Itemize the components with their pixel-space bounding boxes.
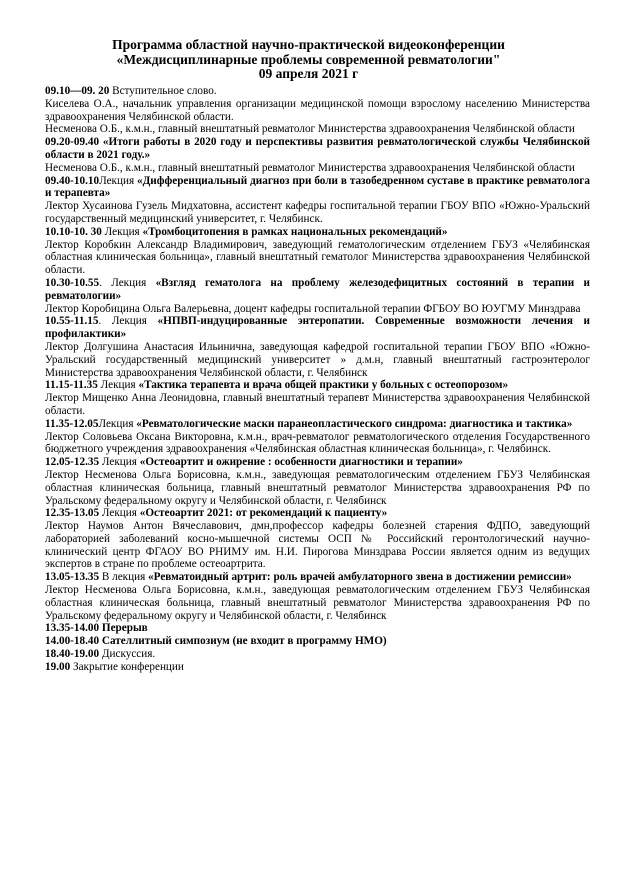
item-time: 09.40-10.10: [45, 174, 100, 187]
program-item: [45, 136, 590, 162]
program-item: [45, 277, 590, 303]
item-title: Дискуссия.: [99, 648, 156, 661]
item-prefix: Лекция: [97, 379, 139, 392]
item-title: Сателлитный симпозиум (не входит в программу НМО): [99, 635, 387, 648]
item-time: 11.15-11.35: [45, 379, 98, 392]
program-item: [45, 175, 590, 201]
item-title: Перерыв: [99, 622, 148, 635]
item-title: Закрытие конференции: [70, 660, 184, 673]
speaker-info: Лектор Мищенко Анна Леонидовна, главный внештатный терапевт Министерства здравоохранения Челябинской области.: [45, 392, 590, 417]
header-date: 09 апреля 2021 г: [258, 66, 359, 81]
item-time: 18.40-19.00: [45, 648, 100, 661]
program-item: [45, 226, 590, 239]
item-title: «НПВП-индуцированные энтеропатии. Современные возможности лечения и профилактики»: [45, 315, 590, 341]
program-item: [45, 418, 590, 431]
header-title-line1: Программа областной научно-практической видеоконференции: [112, 37, 505, 52]
speaker-info: Лектор Хусаинова Гузель Мидхатовна, ассистент кафедры госпитальной терапии ГБОУ ВПО «Южно-Уральский государственный медицинский университет, г. Челябинск.: [45, 200, 590, 225]
speaker-info: Лектор Несменова Ольга Борисовна, к.м.н., заведующая ревматологическим отделением ГБУЗ Челябинская областная клиническая больница, главный внештатный ревматолог Министерства здравоохранения РФ по Уральскому федеральному округу и Челябинской области, г. Челябинск: [45, 468, 590, 507]
item-prefix: . Лекция: [98, 315, 158, 328]
speaker-info: Несменова О.Б., к.м.н., главный внештатный ревматолог Министерства здравоохранения Челябинской области: [45, 161, 575, 174]
item-time: 13.05-13.35: [45, 571, 100, 584]
program-item: [45, 648, 590, 661]
speaker-info: Лектор Соловьева Оксана Викторовна, к.м.н., врач-ревматолог ревматологического отделения Государственного бюджетного учреждения здравоохранения «Челябинская областная клиническая больница», г. Челябинск.: [45, 430, 590, 456]
program-item: [45, 635, 590, 648]
item-time: 12.05-12.35: [45, 456, 100, 469]
item-title: «Ревматоидный артрит: роль врачей амбулаторного звена в достижении ремиссии»: [148, 571, 572, 584]
speaker-info: Киселева О.А., начальник управления организации медицинской помощи взрослому населению Министерства здравоохранения Челябинской области.: [45, 97, 590, 123]
item-title: «Остеоартит и ожирение : особенности диагностики и терапии»: [139, 456, 463, 469]
program-item: [45, 622, 590, 635]
program-item: [45, 85, 590, 98]
item-prefix: Лекция: [99, 456, 140, 469]
speaker-info: Лектор Несменова Ольга Борисовна, к.м.н., заведующая ревматологическим отделением ГБУЗ Челябинская областная клиническая больница, главный внештатный ревматолог Министерства здравоохранения РФ по Уральскому федеральному округу и Челябинской области, г. Челябинск: [45, 584, 590, 622]
program-header: [0, 38, 617, 82]
speaker-info: Лектор Коробкин Александр Владимирович, заведующий гематологическим отделением ГБУЗ «Челябинская областная клиническая больница», главный внештатный гематолог Министерства здравоохранения Челябинской области.: [45, 238, 590, 277]
item-title: «Итоги работы в 2020 году и перспективы развития ревматологической службы Челябинской области в 2021 году.»: [45, 136, 590, 161]
item-title: «Ревматологические маски паранеопластического синдрома: диагностика и тактика»: [136, 417, 573, 430]
item-title: «Дифференциальный диагноз при боли в тазобедренном суставе в практике ревматолога и терапевта»: [45, 174, 590, 200]
item-prefix: Лекция: [99, 174, 138, 187]
item-title: «Тактика терапевта и врача общей практики у больных с остеопорозом»: [138, 379, 509, 392]
program-item: [45, 315, 590, 341]
program-body: [45, 85, 590, 674]
item-prefix: Лекция: [98, 417, 137, 430]
item-time: 11.35-12.05: [45, 417, 99, 430]
speaker-info: Лектор Наумов Антон Вячеславович, дмн,профессор кафедры болезней старения ФДПО, заведующий лабораторией заболеваний косно-мышечной системы ОСП № Российский геронтологический научно-клинический центр ФГАОУ ВО РНИМУ им. Н.И. Пирогова Минздрава России является одним из ведущих экспертов в стране по проблеме остеоартрита.: [45, 520, 590, 571]
item-prefix: Лекция: [101, 225, 143, 238]
item-title: «Остеоартит 2021: от рекомендаций к пациенту»: [139, 507, 388, 520]
item-time: 13.35-14.00: [45, 622, 100, 635]
speaker-info: Несменова О.Б., к.м.н., главный внештатный ревматолог Министерства здравоохранения Челябинской области: [45, 123, 575, 136]
speaker-info: Лектор Коробицина Ольга Валерьевна, доцент кафедры госпитальной терапии ФГБОУ ВО ЮУГМУ Минздрава: [45, 302, 581, 315]
item-time: 12.35-13.05: [45, 507, 100, 520]
item-time: 10.10-10. 30: [45, 225, 102, 238]
header-title-line2: «Междисциплинарные проблемы современной ревматологии": [116, 51, 501, 67]
item-time: 09.20-09.40: [45, 136, 100, 149]
item-time: 10.55-11.15: [45, 315, 99, 328]
program-item: [45, 456, 590, 469]
program-item: [45, 507, 590, 520]
item-prefix: Лекция: [99, 507, 140, 520]
program-item: [45, 571, 590, 584]
item-time: 14.00-18.40: [45, 635, 100, 648]
item-time: 10.30-10.55: [45, 276, 100, 289]
item-prefix: . Лекция: [99, 276, 156, 289]
item-title: Вступительное слово.: [109, 85, 217, 97]
item-title: «Взгляд гематолога на проблему железодефицитных состояний в терапии и ревматологии»: [45, 276, 590, 302]
speaker-info: Лектор Долгушина Анастасия Ильинична, заведующая кафедрой госпитальной терапии ГБОУ ВПО «Южно-Уральский государственный медицинский университет » д.м.н, главный внештатный гастроэнтеролог Министерства здравоохранения Челябинской области, г. Челябинск: [45, 340, 590, 379]
item-prefix: В лекция: [99, 571, 149, 584]
item-time: 19.00: [45, 660, 71, 673]
program-item: [45, 379, 590, 392]
item-time: 09.10—09. 20: [45, 85, 110, 97]
program-item: [45, 661, 590, 674]
item-title: «Тромбоцитопения в рамках национальных рекомендаций»: [142, 225, 448, 238]
